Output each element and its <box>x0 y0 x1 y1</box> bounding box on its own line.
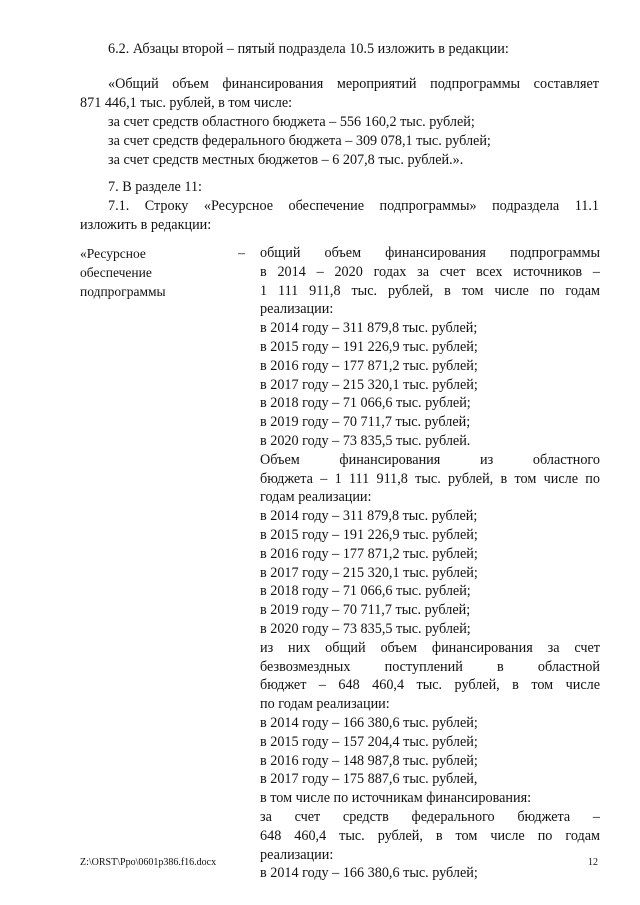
resource-label-line: «Ресурсное <box>80 246 146 261</box>
resource-line: в 2017 году – 215 320,1 тыс. рублей; <box>260 564 478 581</box>
resource-line: в 2015 году – 191 226,9 тыс. рублей; <box>260 338 478 355</box>
resource-line: в 2020 году – 73 835,5 тыс. рублей; <box>260 620 471 637</box>
item-7: 7. В разделе 11: <box>108 179 202 195</box>
resource-label-line: подпрограммы <box>80 284 166 299</box>
resource-line: 1 111 911,8 тыс. рублей, в том числе по годам <box>260 282 600 299</box>
resource-line: общий объем финансирования подпрограммы <box>260 245 600 261</box>
item-6-2: 6.2. Абзацы второй – пятый подраздела 10.5 изложить в редакции: <box>108 41 509 57</box>
resource-line: в 2016 году – 177 871,2 тыс. рублей; <box>260 357 478 374</box>
resource-line: в 2014 году – 311 879,8 тыс. рублей; <box>260 320 478 337</box>
resource-label-line: обеспечение <box>80 265 152 280</box>
resource-line: в 2016 году – 148 987,8 тыс. рублей; <box>260 752 478 769</box>
resource-line: реализации: <box>260 846 334 863</box>
resource-line: годам реализации: <box>260 489 372 506</box>
regional-budget-line: за счет средств областного бюджета – 556 160,2 тыс. рублей; <box>108 114 475 130</box>
resource-line: бюджета – 1 111 911,8 тыс. рублей, в том числе по <box>260 470 600 487</box>
dash-separator: – <box>238 246 245 261</box>
resource-line: за счет средств федерального бюджета – <box>260 808 600 825</box>
resource-line: в 2015 году – 157 204,4 тыс. рублей; <box>260 733 478 750</box>
item-7-1-line-2: изложить в редакции: <box>80 217 212 233</box>
resource-line: в 2014 году – 166 380,6 тыс. рублей; <box>260 865 478 882</box>
resource-line: в 2014 году – 311 879,8 тыс. рублей; <box>260 508 478 525</box>
resource-line: из них общий объем финансирования за счет <box>260 639 600 656</box>
resource-line: реализации: <box>260 301 334 318</box>
resource-line: Объем финансирования из областного <box>260 451 600 468</box>
resource-line: безвозмездных поступлений в областной <box>260 658 600 675</box>
quote-line-1: «Общий объем финансирования мероприятий подпрограммы составляет <box>108 76 599 92</box>
resource-line: в 2019 году – 70 711,7 тыс. рублей; <box>260 602 471 619</box>
local-budget-line: за счет средств местных бюджетов – 6 207,8 тыс. рублей.». <box>108 152 464 168</box>
quote-line-2: 871 446,1 тыс. рублей, в том числе: <box>80 95 293 111</box>
resource-line: в 2020 году – 73 835,5 тыс. рублей. <box>260 432 471 449</box>
federal-budget-line: за счет средств федерального бюджета – 309 078,1 тыс. рублей; <box>108 133 491 149</box>
page-number: 12 <box>588 857 598 868</box>
resource-line: в 2014 году – 166 380,6 тыс. рублей; <box>260 714 478 731</box>
resource-description <box>260 244 600 883</box>
resource-line: в том числе по источникам финансирования: <box>260 790 532 807</box>
resource-line: в 2019 году – 70 711,7 тыс. рублей; <box>260 414 471 431</box>
item-7-1-line-1: 7.1. Строку «Ресурсное обеспечение подпрограммы» подраздела 11.1 <box>108 198 599 214</box>
resource-line: по годам реализации: <box>260 696 390 713</box>
resource-line: в 2016 году – 177 871,2 тыс. рублей; <box>260 545 478 562</box>
resource-line: бюджет – 648 460,4 тыс. рублей, в том числе <box>260 677 600 694</box>
resource-label <box>80 244 230 301</box>
resource-line: в 2014 – 2020 годах за счет всех источников – <box>260 263 600 280</box>
resource-line: в 2017 году – 175 887,6 тыс. рублей, <box>260 771 478 788</box>
file-path: Z:\ORST\Ppo\0601p386.f16.docx <box>80 857 217 868</box>
resource-line: в 2018 году – 71 066,6 тыс. рублей; <box>260 583 471 600</box>
resource-line: в 2017 году – 215 320,1 тыс. рублей; <box>260 376 478 393</box>
resource-line: 648 460,4 тыс. рублей, в том числе по годам <box>260 827 600 844</box>
resource-line: в 2015 году – 191 226,9 тыс. рублей; <box>260 526 478 543</box>
resource-line: в 2018 году – 71 066,6 тыс. рублей; <box>260 395 471 412</box>
